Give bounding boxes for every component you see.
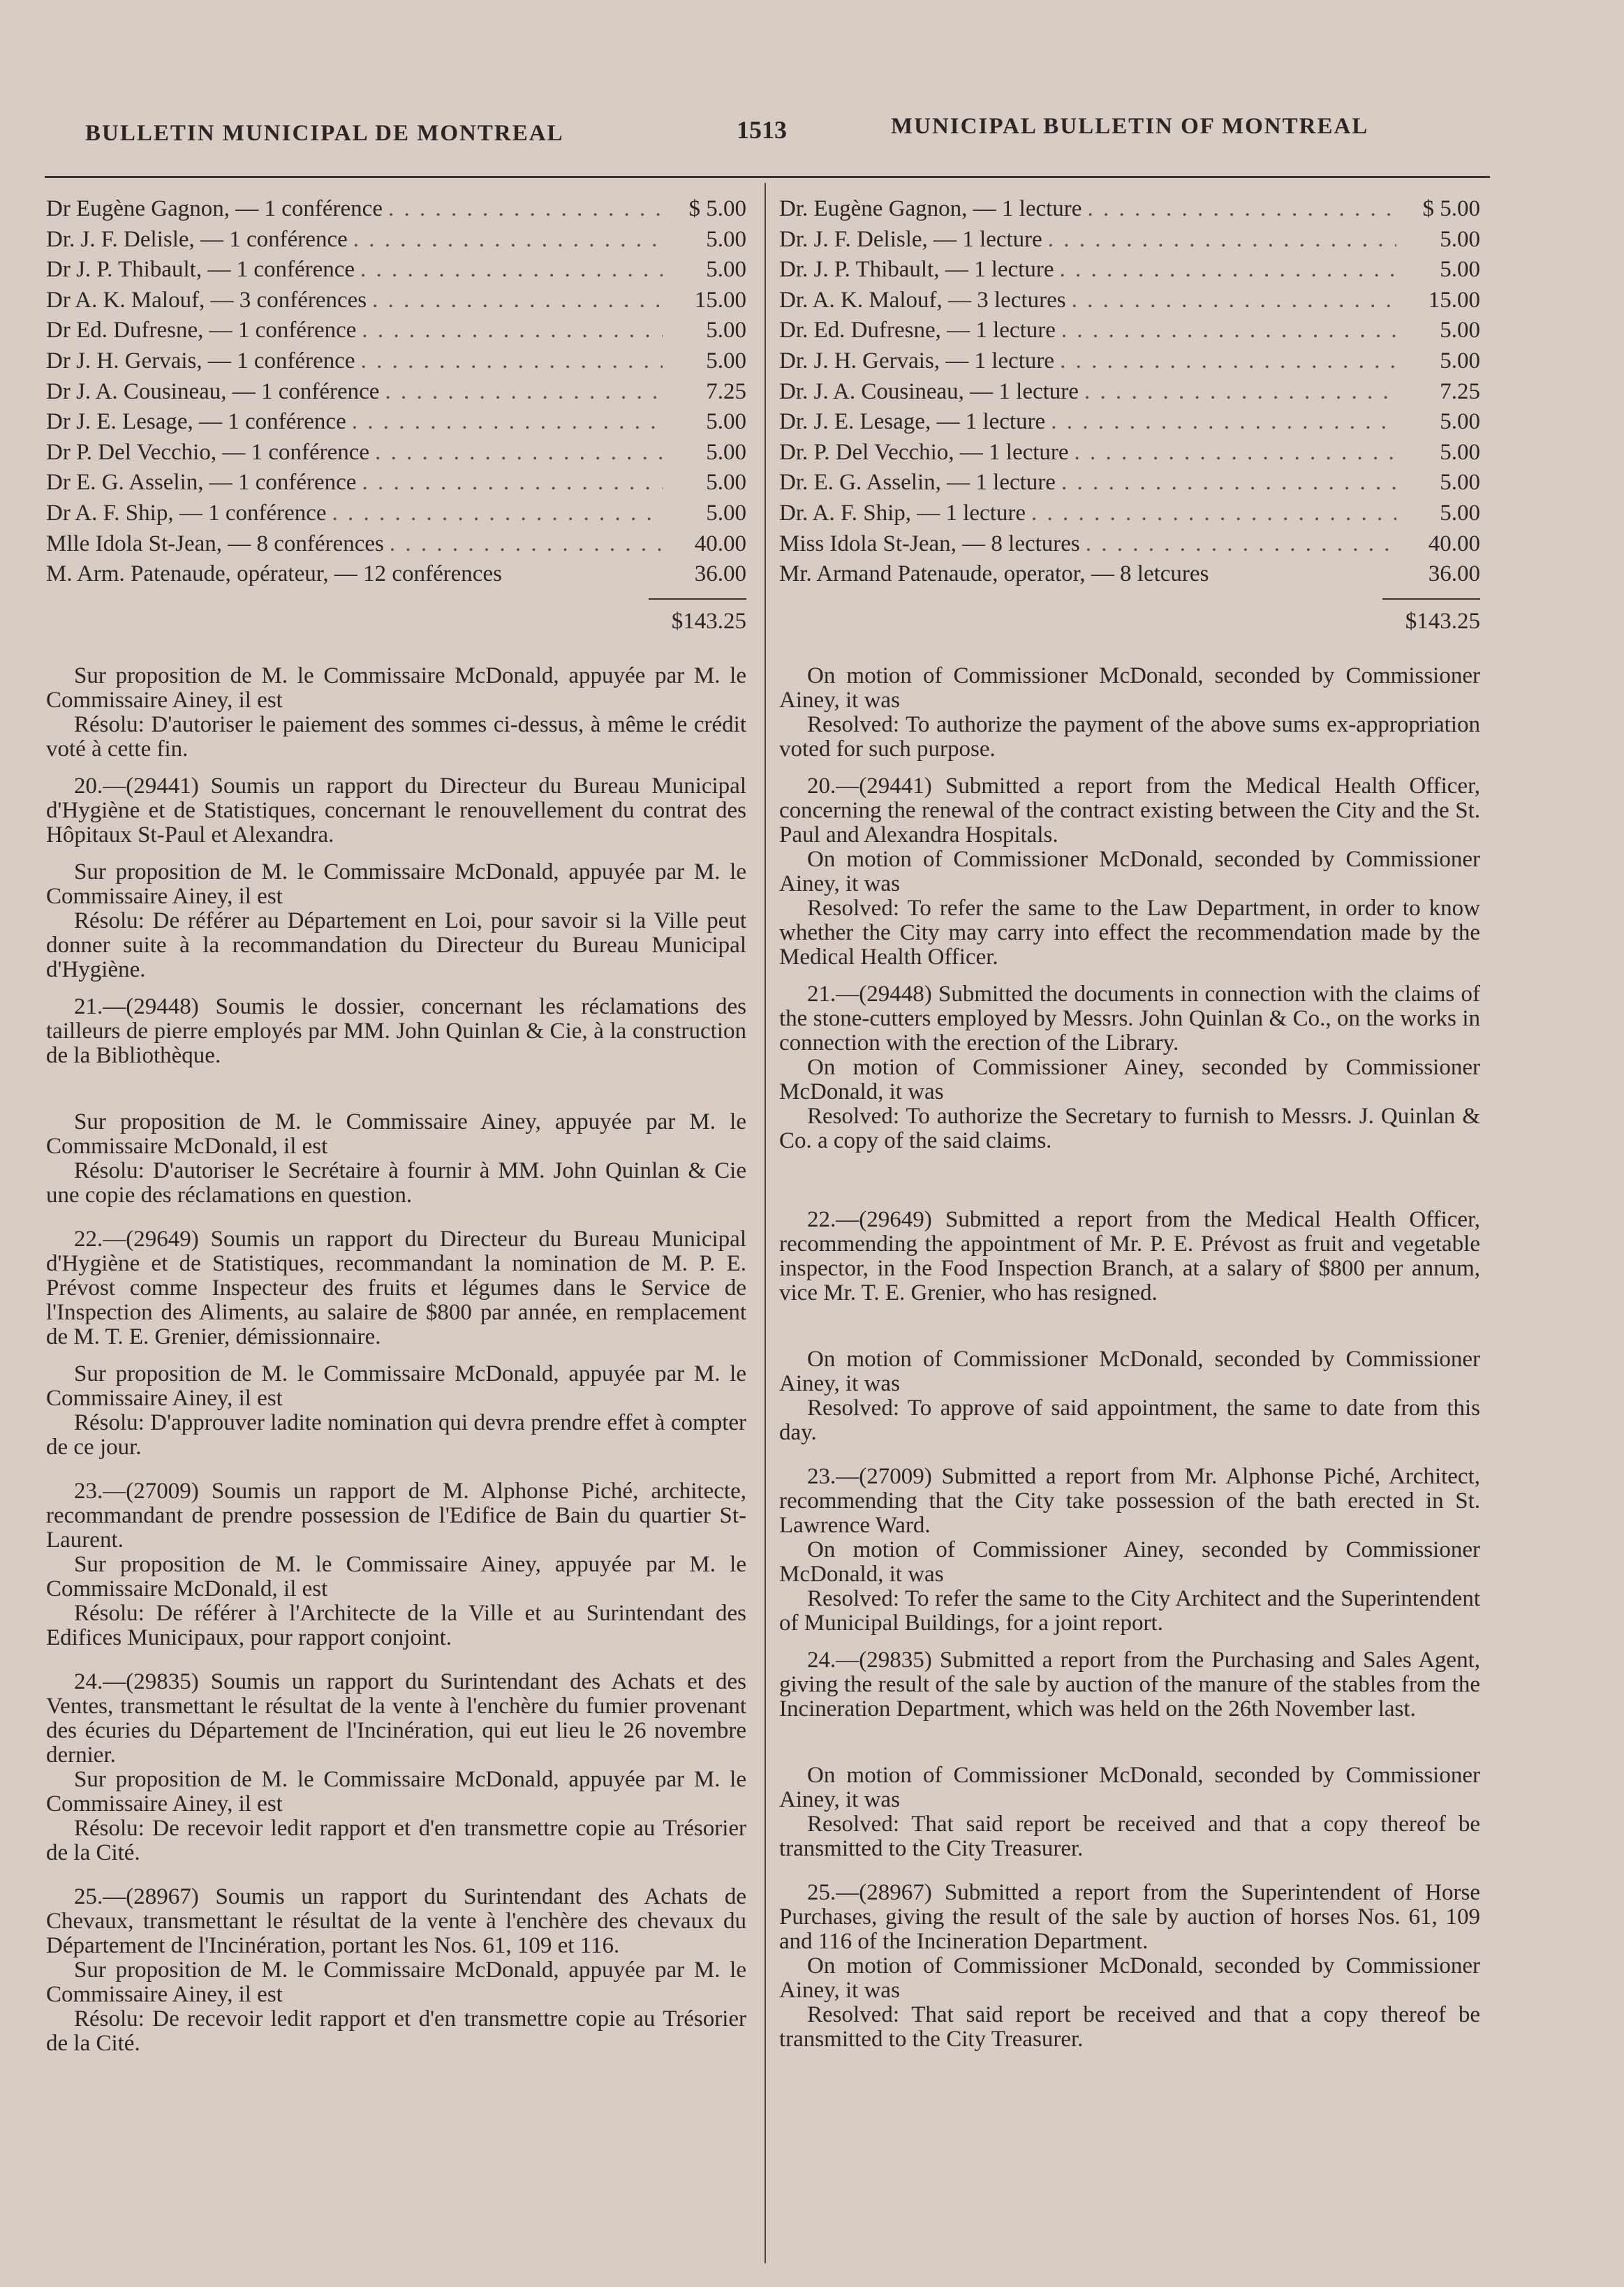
english-fee-amount: 40.00 xyxy=(1428,531,1480,556)
english-leader-dots xyxy=(1061,318,1396,343)
french-fee-row xyxy=(46,288,746,319)
english-motion-25: On motion of Commissioner McDonald, seconded by Commissioner Ainey, it was xyxy=(779,1953,1480,2003)
french-fee-name: Dr J. P. Thibault, — 1 conférence xyxy=(46,257,355,283)
english-leader-dots xyxy=(1048,228,1396,252)
english-fee-amount: 5.00 xyxy=(1440,226,1480,252)
french-leader-dots xyxy=(332,501,663,526)
french-total: $143.25 xyxy=(671,608,746,634)
french-leader-dots xyxy=(353,228,663,252)
french-resolution-23: Résolu: De référer à l'Architecte de la Ville et au Surintendant des Edifices Municipaux, pour rapport conjoint. xyxy=(46,1600,746,1650)
english-fee-amount: 5.00 xyxy=(1440,439,1480,465)
french-fee-row xyxy=(46,349,746,380)
french-fee-row xyxy=(46,532,746,563)
english-leader-dots xyxy=(1084,380,1396,404)
english-item-22: 22.—(29649) Submitted a report from the Medical Health Officer, recommending the appointment of Mr. P. E. Prévost as fruit and vegetable inspector, in the Food Inspection Branch, at a salary of $800 per annum, vice Mr. T. E. Grenier, who has resigned. xyxy=(779,1206,1480,1305)
french-motion-1: Sur proposition de M. le Commissaire McDonald, appuyée par M. le Commissaire Ainey, il est xyxy=(46,663,746,713)
french-leader-dots xyxy=(361,349,663,373)
french-fee-amount: 5.00 xyxy=(706,348,746,373)
english-fee-name: Dr. J. F. Delisle, — 1 lecture xyxy=(779,226,1042,252)
french-item-21: 21.—(29448) Soumis le dossier, concernant les réclamations des tailleurs de pierre employés par MM. John Quinlan & Cie, à la construction de la Bibliothèque. xyxy=(46,993,746,1068)
english-fee-name: Dr. A. K. Malouf, — 3 lectures xyxy=(779,287,1066,313)
english-item-23: 23.—(27009) Submitted a report from Mr. Alphonse Piché, Architect, recommending that the City take possession of the bath erected in St. Lawrence Ward. xyxy=(779,1463,1480,1538)
english-motion-21: On motion of Commissioner Ainey, seconded by Commissioner McDonald, it was xyxy=(779,1054,1480,1104)
french-fee-row xyxy=(46,441,746,471)
french-motion-23: Sur proposition de M. le Commissaire Ainey, appuyée par M. le Commissaire McDonald, il est xyxy=(46,1551,746,1601)
english-fee-row xyxy=(779,288,1480,319)
english-fee-amount: 15.00 xyxy=(1428,287,1480,313)
french-fee-amount: 5.00 xyxy=(706,318,746,343)
english-fee-name: Miss Idola St-Jean, — 8 lectures xyxy=(779,531,1080,556)
french-fee-name: Dr A. K. Malouf, — 3 conférences xyxy=(46,287,367,313)
english-fee-row xyxy=(779,562,1480,593)
french-fee-row xyxy=(46,228,746,258)
french-leader-dots xyxy=(390,532,663,556)
french-fee-name: Dr. J. F. Delisle, — 1 conférence xyxy=(46,226,348,252)
english-item-25: 25.—(28967) Submitted a report from the Superintendent of Horse Purchases, giving the result of the sale by auction of horses Nos. 61, 109 and 116 of the Incineration Department. xyxy=(779,1879,1480,1954)
french-leader-dots xyxy=(385,380,663,404)
french-leader-dots xyxy=(360,258,663,282)
english-fee-name: Dr. Ed. Dufresne, — 1 lecture xyxy=(779,318,1056,343)
english-resolution-21: Resolved: To authorize the Secretary to furnish to Messrs. J. Quinlan & Co. a copy of the said claims. xyxy=(779,1103,1480,1153)
french-leader-dots xyxy=(388,197,663,221)
header-rule xyxy=(45,176,1490,178)
french-fee-row xyxy=(46,318,746,349)
french-motion-24: Sur proposition de M. le Commissaire McDonald, appuyée par M. le Commissaire Ainey, il est xyxy=(46,1766,746,1816)
english-fee-row xyxy=(779,228,1480,258)
french-resolution-20: Résolu: De référer au Département en Loi, pour savoir si la Ville peut donner suite à la recommandation du Directeur du Bureau Municipal d'Hygiène. xyxy=(46,908,746,982)
english-fee-name: Mr. Armand Patenaude, operator, — 8 letcures xyxy=(779,561,1209,587)
french-fee-name: M. Arm. Patenaude, opérateur, — 12 conférences xyxy=(46,561,502,587)
french-column xyxy=(46,197,746,2056)
english-leader-dots xyxy=(1061,471,1396,495)
english-fee-amount: 5.00 xyxy=(1440,318,1480,343)
french-fee-amount: 5.00 xyxy=(706,226,746,252)
french-resolution-22: Résolu: D'approuver ladite nomination qui devra prendre effet à compter de ce jour. xyxy=(46,1409,746,1460)
french-fee-name: Dr A. F. Ship, — 1 conférence xyxy=(46,500,327,526)
french-fee-name: Dr E. G. Asselin, — 1 conférence xyxy=(46,470,357,496)
english-fee-amount: 5.00 xyxy=(1440,409,1480,435)
french-motion-22: Sur proposition de M. le Commissaire McDonald, appuyée par M. le Commissaire Ainey, il est xyxy=(46,1361,746,1411)
english-fee-row xyxy=(779,258,1480,288)
english-resolution-23: Resolved: To refer the same to the City Architect and the Superintendent of Municipal Buildings, for a joint report. xyxy=(779,1585,1480,1636)
french-fee-row xyxy=(46,410,746,441)
french-fee-row xyxy=(46,380,746,410)
english-fee-row xyxy=(779,197,1480,228)
french-leader-dots xyxy=(375,441,663,465)
french-fee-row xyxy=(46,471,746,501)
header-right-title: MUNICIPAL BULLETIN OF MONTREAL xyxy=(891,114,1369,139)
english-motion-22: On motion of Commissioner McDonald, seconded by Commissioner Ainey, it was xyxy=(779,1346,1480,1396)
english-leader-dots xyxy=(1060,258,1396,282)
english-fee-name: Dr. J. H. Gervais, — 1 lecture xyxy=(779,348,1055,373)
french-fee-amount: 5.00 xyxy=(706,409,746,435)
english-fee-name: Dr. A. F. Ship, — 1 lecture xyxy=(779,500,1026,526)
english-item-21: 21.—(29448) Submitted the documents in connection with the claims of the stone-cutters employed by Messrs. John Quinlan & Co., on the works in connection with the erection of the Library. xyxy=(779,981,1480,1056)
french-leader-dots xyxy=(372,288,663,313)
english-leader-dots xyxy=(1031,501,1396,526)
french-resolution-1: Résolu: D'autoriser le paiement des sommes ci-dessus, à même le crédit voté à cette fin. xyxy=(46,711,746,762)
english-fee-name: Dr. E. G. Asselin, — 1 lecture xyxy=(779,470,1056,496)
english-motion-23: On motion of Commissioner Ainey, seconded by Commissioner McDonald, it was xyxy=(779,1537,1480,1587)
english-leader-dots xyxy=(1087,197,1396,221)
french-fee-row xyxy=(46,197,746,228)
english-fee-amount: 36.00 xyxy=(1428,561,1480,587)
french-resolution-21: Résolu: D'autoriser le Secrétaire à fournir à MM. John Quinlan & Cie une copie des réclamations en question. xyxy=(46,1157,746,1208)
english-fee-row xyxy=(779,410,1480,441)
english-fee-amount: 5.00 xyxy=(1440,257,1480,283)
french-fee-name: Dr P. Del Vecchio, — 1 conférence xyxy=(46,439,370,465)
english-fee-row xyxy=(779,380,1480,410)
french-fee-name: Dr J. E. Lesage, — 1 conférence xyxy=(46,409,346,435)
french-fee-amount: 40.00 xyxy=(694,531,746,556)
english-fee-row xyxy=(779,349,1480,380)
page-header xyxy=(0,108,1624,150)
english-leader-dots xyxy=(1051,410,1396,434)
english-total: $143.25 xyxy=(1405,608,1480,634)
french-fee-row xyxy=(46,501,746,532)
english-leader-dots xyxy=(1086,532,1396,556)
english-fee-row xyxy=(779,532,1480,563)
french-motion-20: Sur proposition de M. le Commissaire McDonald, appuyée par M. le Commissaire Ainey, il est xyxy=(46,859,746,909)
english-fee-amount: 5.00 xyxy=(1440,348,1480,373)
english-fee-row xyxy=(779,471,1480,501)
french-leader-dots xyxy=(352,410,663,434)
english-fee-name: Dr. J. A. Cousineau, — 1 lecture xyxy=(779,378,1079,404)
english-fee-list xyxy=(779,197,1480,593)
english-motion-20: On motion of Commissioner McDonald, seconded by Commissioner Ainey, it was xyxy=(779,846,1480,896)
english-fee-name: Dr. Eugène Gagnon, — 1 lecture xyxy=(779,196,1082,221)
english-fee-name: Dr. J. P. Thibault, — 1 lecture xyxy=(779,257,1054,283)
french-fee-name: Dr Eugène Gagnon, — 1 conférence xyxy=(46,196,383,221)
english-resolution-20: Resolved: To refer the same to the Law Department, in order to know whether the City may carry into effect the recommendation made by the Medical Health Officer. xyxy=(779,895,1480,970)
french-fee-amount: 5.00 xyxy=(706,500,746,526)
french-fee-amount: 36.00 xyxy=(694,561,746,587)
column-divider xyxy=(765,183,766,2263)
english-item-20: 20.—(29441) Submitted a report from the Medical Health Officer, concerning the renewal of the contract existing between the City and the St. Paul and Alexandra Hospitals. xyxy=(779,773,1480,848)
header-left-title: BULLETIN MUNICIPAL DE MONTREAL xyxy=(85,121,564,146)
french-item-22: 22.—(29649) Soumis un rapport du Directeur du Bureau Municipal d'Hygiène et de Statistiques, recommandant la nomination de M. P. E. Prévost comme Inspecteur des fruits et légumes dans le Service de l'Inspection des Aliments, au salaire de $800 par année, en remplacement de M. T. E. Grenier, démissionnaire. xyxy=(46,1226,746,1349)
english-fee-name: Dr. J. E. Lesage, — 1 lecture xyxy=(779,409,1046,435)
english-resolution-24: Resolved: That said report be received and that a copy thereof be transmitted to the City Treasurer. xyxy=(779,1811,1480,1861)
english-fee-amount: 5.00 xyxy=(1440,470,1480,496)
french-fee-name: Dr J. H. Gervais, — 1 conférence xyxy=(46,348,355,373)
french-resolution-24: Résolu: De recevoir ledit rapport et d'en transmettre copie au Trésorier de la Cité. xyxy=(46,1815,746,1865)
english-fee-amount: $ 5.00 xyxy=(1422,196,1480,221)
english-resolution-1: Resolved: To authorize the payment of the above sums ex-appropriation voted for such purpose. xyxy=(779,711,1480,762)
english-resolution-25: Resolved: That said report be received and that a copy thereof be transmitted to the City Treasurer. xyxy=(779,2001,1480,2052)
english-fee-row xyxy=(779,501,1480,532)
french-fee-amount: 5.00 xyxy=(706,470,746,496)
french-fee-amount: 7.25 xyxy=(706,378,746,404)
english-column xyxy=(779,197,1480,2052)
french-fee-name: Mlle Idola St-Jean, — 8 conférences xyxy=(46,531,384,556)
english-fee-amount: 5.00 xyxy=(1440,500,1480,526)
english-fee-row xyxy=(779,441,1480,471)
french-fee-amount: 5.00 xyxy=(706,439,746,465)
english-motion-24: On motion of Commissioner McDonald, seconded by Commissioner Ainey, it was xyxy=(779,1762,1480,1812)
english-fee-amount: 7.25 xyxy=(1440,378,1480,404)
french-fee-amount: 5.00 xyxy=(706,257,746,283)
english-leader-dots xyxy=(1075,441,1396,465)
french-fee-list xyxy=(46,197,746,593)
page-number: 1513 xyxy=(737,116,787,144)
french-fee-amount: $ 5.00 xyxy=(688,196,746,221)
french-leader-dots xyxy=(362,471,663,495)
english-fee-row xyxy=(779,318,1480,349)
french-leader-dots xyxy=(362,318,663,343)
french-item-24: 24.—(29835) Soumis un rapport du Surintendant des Achats et des Ventes, transmettant le résultat de la vente à l'enchère du fumier provenant des écuries du Département de l'Incinération, qui eut lieu le 26 novembre dernier. xyxy=(46,1668,746,1768)
french-fee-name: Dr J. A. Cousineau, — 1 conférence xyxy=(46,378,380,404)
english-item-24: 24.—(29835) Submitted a report from the Purchasing and Sales Agent, giving the result of the sale by auction of the manure of the stables from the Incineration Department, which was held on the 26th November last. xyxy=(779,1647,1480,1722)
french-fee-row xyxy=(46,562,746,593)
french-motion-21: Sur proposition de M. le Commissaire Ainey, appuyée par M. le Commissaire McDonald, il est xyxy=(46,1109,746,1159)
french-motion-25: Sur proposition de M. le Commissaire McDonald, appuyée par M. le Commissaire Ainey, il est xyxy=(46,1957,746,2007)
english-leader-dots xyxy=(1060,349,1396,373)
french-item-25: 25.—(28967) Soumis un rapport du Surintendant des Achats de Chevaux, transmettant le résultat de la vente à l'enchère des chevaux du Département de l'Incinération, portant les Nos. 61, 109 et 116. xyxy=(46,1883,746,1958)
french-fee-amount: 15.00 xyxy=(694,287,746,313)
english-motion-1: On motion of Commissioner McDonald, seconded by Commissioner Ainey, it was xyxy=(779,663,1480,713)
french-item-20: 20.—(29441) Soumis un rapport du Directeur du Bureau Municipal d'Hygiène et de Statistiques, concernant le renouvellement du contrat des Hôpitaux St-Paul et Alexandra. xyxy=(46,773,746,848)
french-fee-row xyxy=(46,258,746,288)
english-resolution-22: Resolved: To approve of said appointment, the same to date from this day. xyxy=(779,1395,1480,1445)
english-fee-name: Dr. P. Del Vecchio, — 1 lecture xyxy=(779,439,1069,465)
english-leader-dots xyxy=(1072,288,1396,313)
french-item-23: 23.—(27009) Soumis un rapport de M. Alphonse Piché, architecte, recommandant de prendre possession de l'Edifice de Bain du quartier St-Laurent. xyxy=(46,1478,746,1553)
french-resolution-25: Résolu: De recevoir ledit rapport et d'en transmettre copie au Trésorier de la Cité. xyxy=(46,2006,746,2056)
french-fee-name: Dr Ed. Dufresne, — 1 conférence xyxy=(46,318,357,343)
